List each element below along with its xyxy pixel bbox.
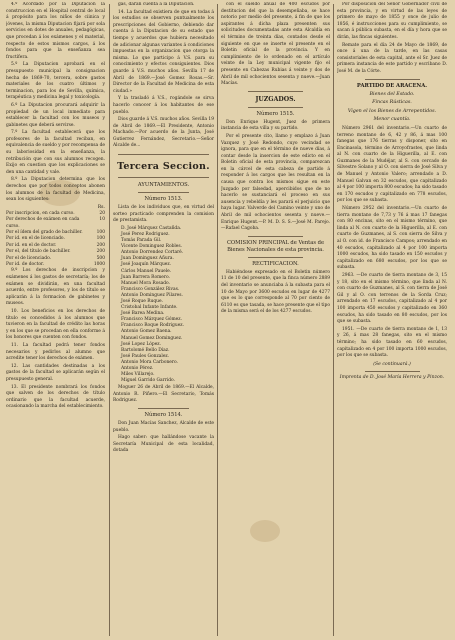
fee-label: Por id. en el de licenciado.: [6, 236, 65, 242]
fee-amount: 100: [96, 230, 105, 236]
fee-label: Por inscripcion, en cada curso.: [6, 210, 75, 216]
notice-number: Número 1514.: [144, 412, 183, 419]
article-paragraph: Número 2952 del inventario.—Un cuarto de tierra montano de 7,73 y 76 á mas 17 fanegas con 80 encinas, sito en el mismo término, que linda al N. con cuarto de la Higuerilla, al E. con cuarto de Guzmanes, al S. con sierra de Silva y al O. con id. de Francisco Campos; arrendado en 40 escudos, capitalizado al 4 por 100 importa 1000 escudos, ha sido tasado en 150 escudos y capitalizado en 680 escudos, por los que se subasta.: [337, 206, 447, 271]
fee-label: Por el, del título de bachiller.: [6, 249, 71, 255]
fees-table: [6, 211, 105, 269]
fee-label: Por el de licenciado.: [6, 255, 52, 261]
list-item: Manuel Gomez Dominguez.: [121, 335, 183, 341]
continuation-note: (Se continuará.): [373, 361, 411, 367]
column-1: [6, 2, 105, 638]
article-paragraph: Lista de los individuos que, en virtud del sorteo practicado comprenden la comision de prestamista.: [113, 205, 214, 224]
list-item: Miles Villarejo.: [121, 372, 155, 378]
list-item: Antonio Pérez.: [121, 366, 154, 371]
article-paragraph: Por disposicion del Señor Gobernador civil de esta provincia, y en virtud de las leyes de primero de mayo de 1855 y once de julio de 1856, é instrucciones para su cumplimiento, se sacan á pública subasta, en el día y hora que se dirán, las fincas siguientes.: [337, 2, 447, 40]
subsection-title: AYUNTAMIENTOS.: [137, 182, 190, 189]
list-item: Cárlos Manuel Pauele.: [121, 268, 172, 274]
article-paragraph: Don Enrique Hugent, Juez de primera instancia de esta villa y su partido.: [221, 119, 330, 132]
column-rule: [333, 4, 334, 636]
list-item: Antonio Mora Carbonero.: [121, 359, 178, 365]
fee-label: Por derechos de exámen en cada curso.: [6, 217, 80, 229]
article-paragraph: Remate para el día 24 de Mayo de 1869, de once á una de la tarde, en las casas consistoriales de esta capital, ante el Sr. Juez de primera instancia de este partido y escribano D. José M. de la Córte.: [337, 42, 447, 74]
subsection-title: RECTIFICACION.: [252, 260, 299, 267]
article-paragraph: 1951. —De cuarto de tierra montano de 1, 13 y 26, á mas 28 fanegas, sito en el mismo término; ha sido tasado en 60 escudos, capitalizado en 4 por 100 importa 1000 escudos, por los que se subasta.: [337, 326, 447, 359]
fees-header: Rs.: [97, 204, 105, 210]
article-paragraph: 9.º Los derechos de inscripcion y exámenes á los gastos de secretaría; los de exámen se dividirán, en una facultad acuerdo, entre profesores, y los de título se aplicarán á la formacion de gabinetes y museos.: [6, 268, 105, 307]
list-item: Francisco Márquez Gómez.: [121, 317, 182, 323]
article-paragraph: 5.º La Diputacion aprobará en el presupuesto municipal la consignacion hecha de 1869-70, tercera, sobre gastos materiales de los cuatro últimos y terminacion, para los de Sevilla, química, terapéutica y medicina legal y toxicología.: [6, 62, 105, 101]
list-item: Antonio Dominguez Pilares.: [121, 292, 183, 298]
column-rule: [109, 4, 110, 636]
list-item: Juan Barrera Romero.: [121, 274, 170, 280]
article-paragraph: Hago saber: que hallándose vacante la Secretaría Municipal de esta localidad, dotada: [113, 435, 214, 454]
subsection-title: COMISION PRINCIPAL de Ventas de Bienes Nacionales de esta provincia.: [226, 239, 325, 253]
list-item: Bartolomé Bello Díaz.: [121, 347, 170, 353]
divider: [365, 79, 420, 80]
list-item: Cristobal Infante Infante.: [121, 305, 178, 311]
divider: [365, 371, 420, 372]
article-paragraph: Por el presente cito, llamo y emplazo á Juan Vazquez y José Redondo, cuyo vecindad se ignora, para que en el término de nueve días, á contar desde la insercion de este edicto en el Boletin oficial de esta provincia, comparezcan en la cárcel de esta cabeza de partido á responder á los cargos que les resultan en la causa que contra los mismos sigue en este Juzgado por falsedad, apercibidos que de no hacerlo se sustanciará el proceso en sus ausencia y rebeldía y les parará el perjuicio que haya lugar. Valverde del Camino veinte y uno de Abril de mil ochocientos sesenta y nueve.—Enrique Hugent.—P. M. D. S. S.—José M. Parejo.—Rafael Cagoba.: [221, 133, 330, 232]
list-item: Vicente Dominguez Robles.: [121, 244, 183, 250]
list-item: José Paules Gonzalez.: [121, 353, 170, 359]
list-item: Tomás Parada Gil.: [121, 238, 162, 244]
list-item: José Joaquín Márquez.: [121, 262, 172, 268]
section-divider: [118, 154, 209, 155]
divider: [248, 257, 303, 258]
article-paragraph: con el sueldo anual de 400 escudos por destitucion del que la desempeñaba, se hace notorio por medio del presente, á fin de que los aspirantes á dicha plaza presenten sus solicitudes documentadas ante esta Alcaldía en el término de treinta días, contados desde el siguiente en que se inserte el presente en el Boletin oficial de la provincia. Y en cumplimiento de lo ordenado en el artículo veinte de la Ley municipal vigente fijo el presente en Cabezas Rubias á veinte y dos de Abril de mil ochocientos sesenta y nueve.—Juan Macías.: [221, 2, 330, 87]
subsection-subtitle: Vigen el los Bienes de Arrepentidos.: [347, 108, 437, 114]
subsection-subtitle: Menor cuantía.: [373, 117, 411, 123]
list-item: Miguel Garrido Garrido.: [121, 378, 176, 384]
article-paragraph: Habiéndose expresado en el Boletin número 11 de 10 del presente, que la finca número 2889 del inventario se anunciaba á la subasta para el 10 de Mayo por 3600 escudos en lugar de 4277 que es lo que corresponde al 70 por ciento de 6110 es que tasada, se hace presente que el tipo de la misma será el de los 4277 escudos.: [221, 269, 330, 315]
article-paragraph: 10. Los beneficios en los derechos de título es concedidos á los alumnos que tuvieron en la facultad de crédito las horas y en los que se procedan en ella conforme á los honores que cuenten con fondos.: [6, 309, 105, 341]
article-paragraph: 4.º Acordado por la Diputacion la construccion en el Hospital central de local á propósito para los niños de ciinica y jóvenes, la misma Diputacion fijará por sola servicios en dotes de anuales, pedagógicas, que procedan á los exámenes y el material, respecto de estos mismos cargos, á los fondos para que la enseñanza sea fructífera.: [6, 2, 105, 60]
subsection-subtitle: Bienes del Estado.: [369, 91, 415, 97]
article-paragraph: 12. Las cantidades destinadas a los gastos de la facultad se aplicarán según el presupuesto general.: [6, 363, 105, 382]
article-paragraph: 2963. —De cuarto de tierra montano de 3, 15 y 18, sito en el mismo término, que linda al N. con cuarto de Guzmanes, al S. con tierra de José Gil y al O. con terrenos de la Sorda Cruz; arrendado en 17 escudos, capitalizado al 4 por 100 importa 450 escudos y capitalizado en 360 escudos, ha sido tasado en 80 escudos, por los que se subasta.: [337, 272, 447, 325]
section-title: Tercera Seccion.: [117, 161, 210, 173]
list-item: José Barea Medina.: [121, 311, 165, 317]
list-item: Antonio Dorrendez Cortaré.: [121, 250, 184, 256]
article-paragraph: Moguer 26 de Abril de 1869.—El Alcalde, Antonio R. Piñero.—El Secretario, Tomás Rodriguez.: [113, 385, 214, 404]
article-paragraph: Y la trasladó á V.S., rogándole se sirva hacerlo conocer á los habitantes de ese pueblo.: [113, 96, 214, 115]
article-paragraph: 13. El presidente nombrará los fondos que salven de los derechos de título ordinario que la facultad acuerde, ocasionando la marcha del establecimiento.: [6, 384, 105, 410]
table-row: [6, 217, 105, 230]
fee-amount: 10: [99, 217, 105, 223]
fee-amount: 200: [96, 242, 105, 248]
article-paragraph: Don Juan Macías Sanchez, Alcalde de este pueblo.: [113, 421, 214, 433]
list-item: José Lopez López.: [121, 341, 162, 347]
list-item: José Perez Rodriguez.: [121, 231, 170, 237]
article-paragraph: 14. La facultad existiera de que en todas á los estudios se observen puntualmente los prescripciones del Gobierno, debiendo dar cuenta á la Diputacion de su estado que tiempo y acuerdos que hubiera necesitado de adicionar algunas variantes á condiciones impuestas en la organizacion que otorga la misma. Lo que participo á V.S. para su conocimiento y efectos consiguientes. Dios guarde á V.S. muchos años. Sevilla 17 de Abril de 1869.—José Gomez Rosas.—Sr. Director de la Facultad de Medicina de esta ciudad.»: [113, 9, 214, 94]
subsection-title: JUZGADOS.: [255, 95, 296, 103]
divider: [248, 107, 303, 108]
divider: [248, 91, 303, 92]
divider: [248, 236, 303, 237]
divider: [138, 192, 189, 193]
fee-amount: 1000: [93, 262, 105, 268]
list-item: Juan Dominguez Añura.: [121, 256, 174, 262]
article-paragraph: Dios guarde á V.S. muchos años. Sevilla 19 de Abril de 1869.—El Presidente, Antonio Machado.—Por acuerdo de la Junta, José Gutierrez Fernández, Secretario.—Señor Alcalde de...: [113, 117, 214, 149]
article-paragraph: gas, darán cuenta á la Diputacion.: [118, 2, 195, 7]
column-rule: [217, 4, 218, 636]
column-4: [337, 2, 447, 638]
notice-number: Número 1515.: [256, 110, 295, 117]
section-divider: [118, 177, 209, 178]
article-paragraph: Número 2961 del inventario.—Un cuarto de terreno montano de 6, 42 y 86, á mas 100 fanegas que 176 tierras y disponer, sito en Encinasola, término de Arroyofrastes, que linda al N. con cuarto de la Higuerilla, al E. con Guzmanes de la Mudéjar, al S. con cercado de Silvestre Solano y al O. con sierra de José Silva y de Manuel y Antonio Valero; arrendado a D. Manuel Galvan en 32 escudos, que capitalizado al 4 por 100 importa 800 escudos; ha sido tasado en 170 escudos y capitalizado en 778 escudos, por los que se subasta.: [337, 125, 447, 204]
fee-amount: 200: [96, 249, 105, 255]
subsection-subtitle: Fincas Rústicas.: [372, 100, 412, 106]
list-item: Francisco González Rivas.: [121, 286, 180, 292]
column-3: [221, 2, 330, 638]
article-paragraph: 7.º La facultad establecerá que los profesores de la facultad reciban, en equivalencia de sueldo y por recompensa de su laboriosidad en la enseñanza, la retribución que con sus alumnos recogen. Exijo en cuestion que los explicaciones se den una cantidad y vale.: [6, 130, 105, 175]
fee-amount: 500: [96, 255, 105, 261]
notice-number: Número 1513.: [144, 196, 183, 203]
fee-amount: 20: [99, 210, 105, 216]
divider: [138, 408, 189, 409]
names-list: [121, 226, 214, 384]
list-item: Manuel Mora Rosado.: [121, 280, 171, 286]
fee-label: Por el ídem del grado de bachiller.: [6, 230, 83, 236]
list-item: D. José Márquez Castañda.: [121, 225, 182, 231]
subsection-title: PARTIDO DE ARACENA.: [356, 82, 428, 89]
fee-amount: 100: [96, 236, 105, 242]
list-item: José Roque Ruque.: [121, 298, 163, 304]
article-paragraph: 11. La facultad podrá tener fondos necesarios y pedirlos al alumno que acredite tener los derechos de exámen.: [6, 343, 105, 362]
article-paragraph: 6.º La Diputacion procurará adquirir la propiedad de un local inmediato para establecer la facultad con los museos y gabinetes que deberá servirse.: [6, 102, 105, 128]
article-paragraph: 8.º La Diputacion determina que los derechos que por todos conceptos abonen los alumnos de la facultad de Medicina, sean los siguientes:: [6, 177, 105, 203]
imprint: Imprenta de D. José María Herrera y Pinzon.: [339, 374, 445, 380]
column-2: [113, 2, 214, 638]
fee-label: Por id. en el de doctor.: [6, 242, 57, 248]
list-item: Francisco Roque Rodriguez.: [121, 323, 184, 329]
list-item: Antonio Gomez Baena.: [121, 329, 172, 335]
fee-label: Por id. de doctor.: [6, 262, 45, 268]
